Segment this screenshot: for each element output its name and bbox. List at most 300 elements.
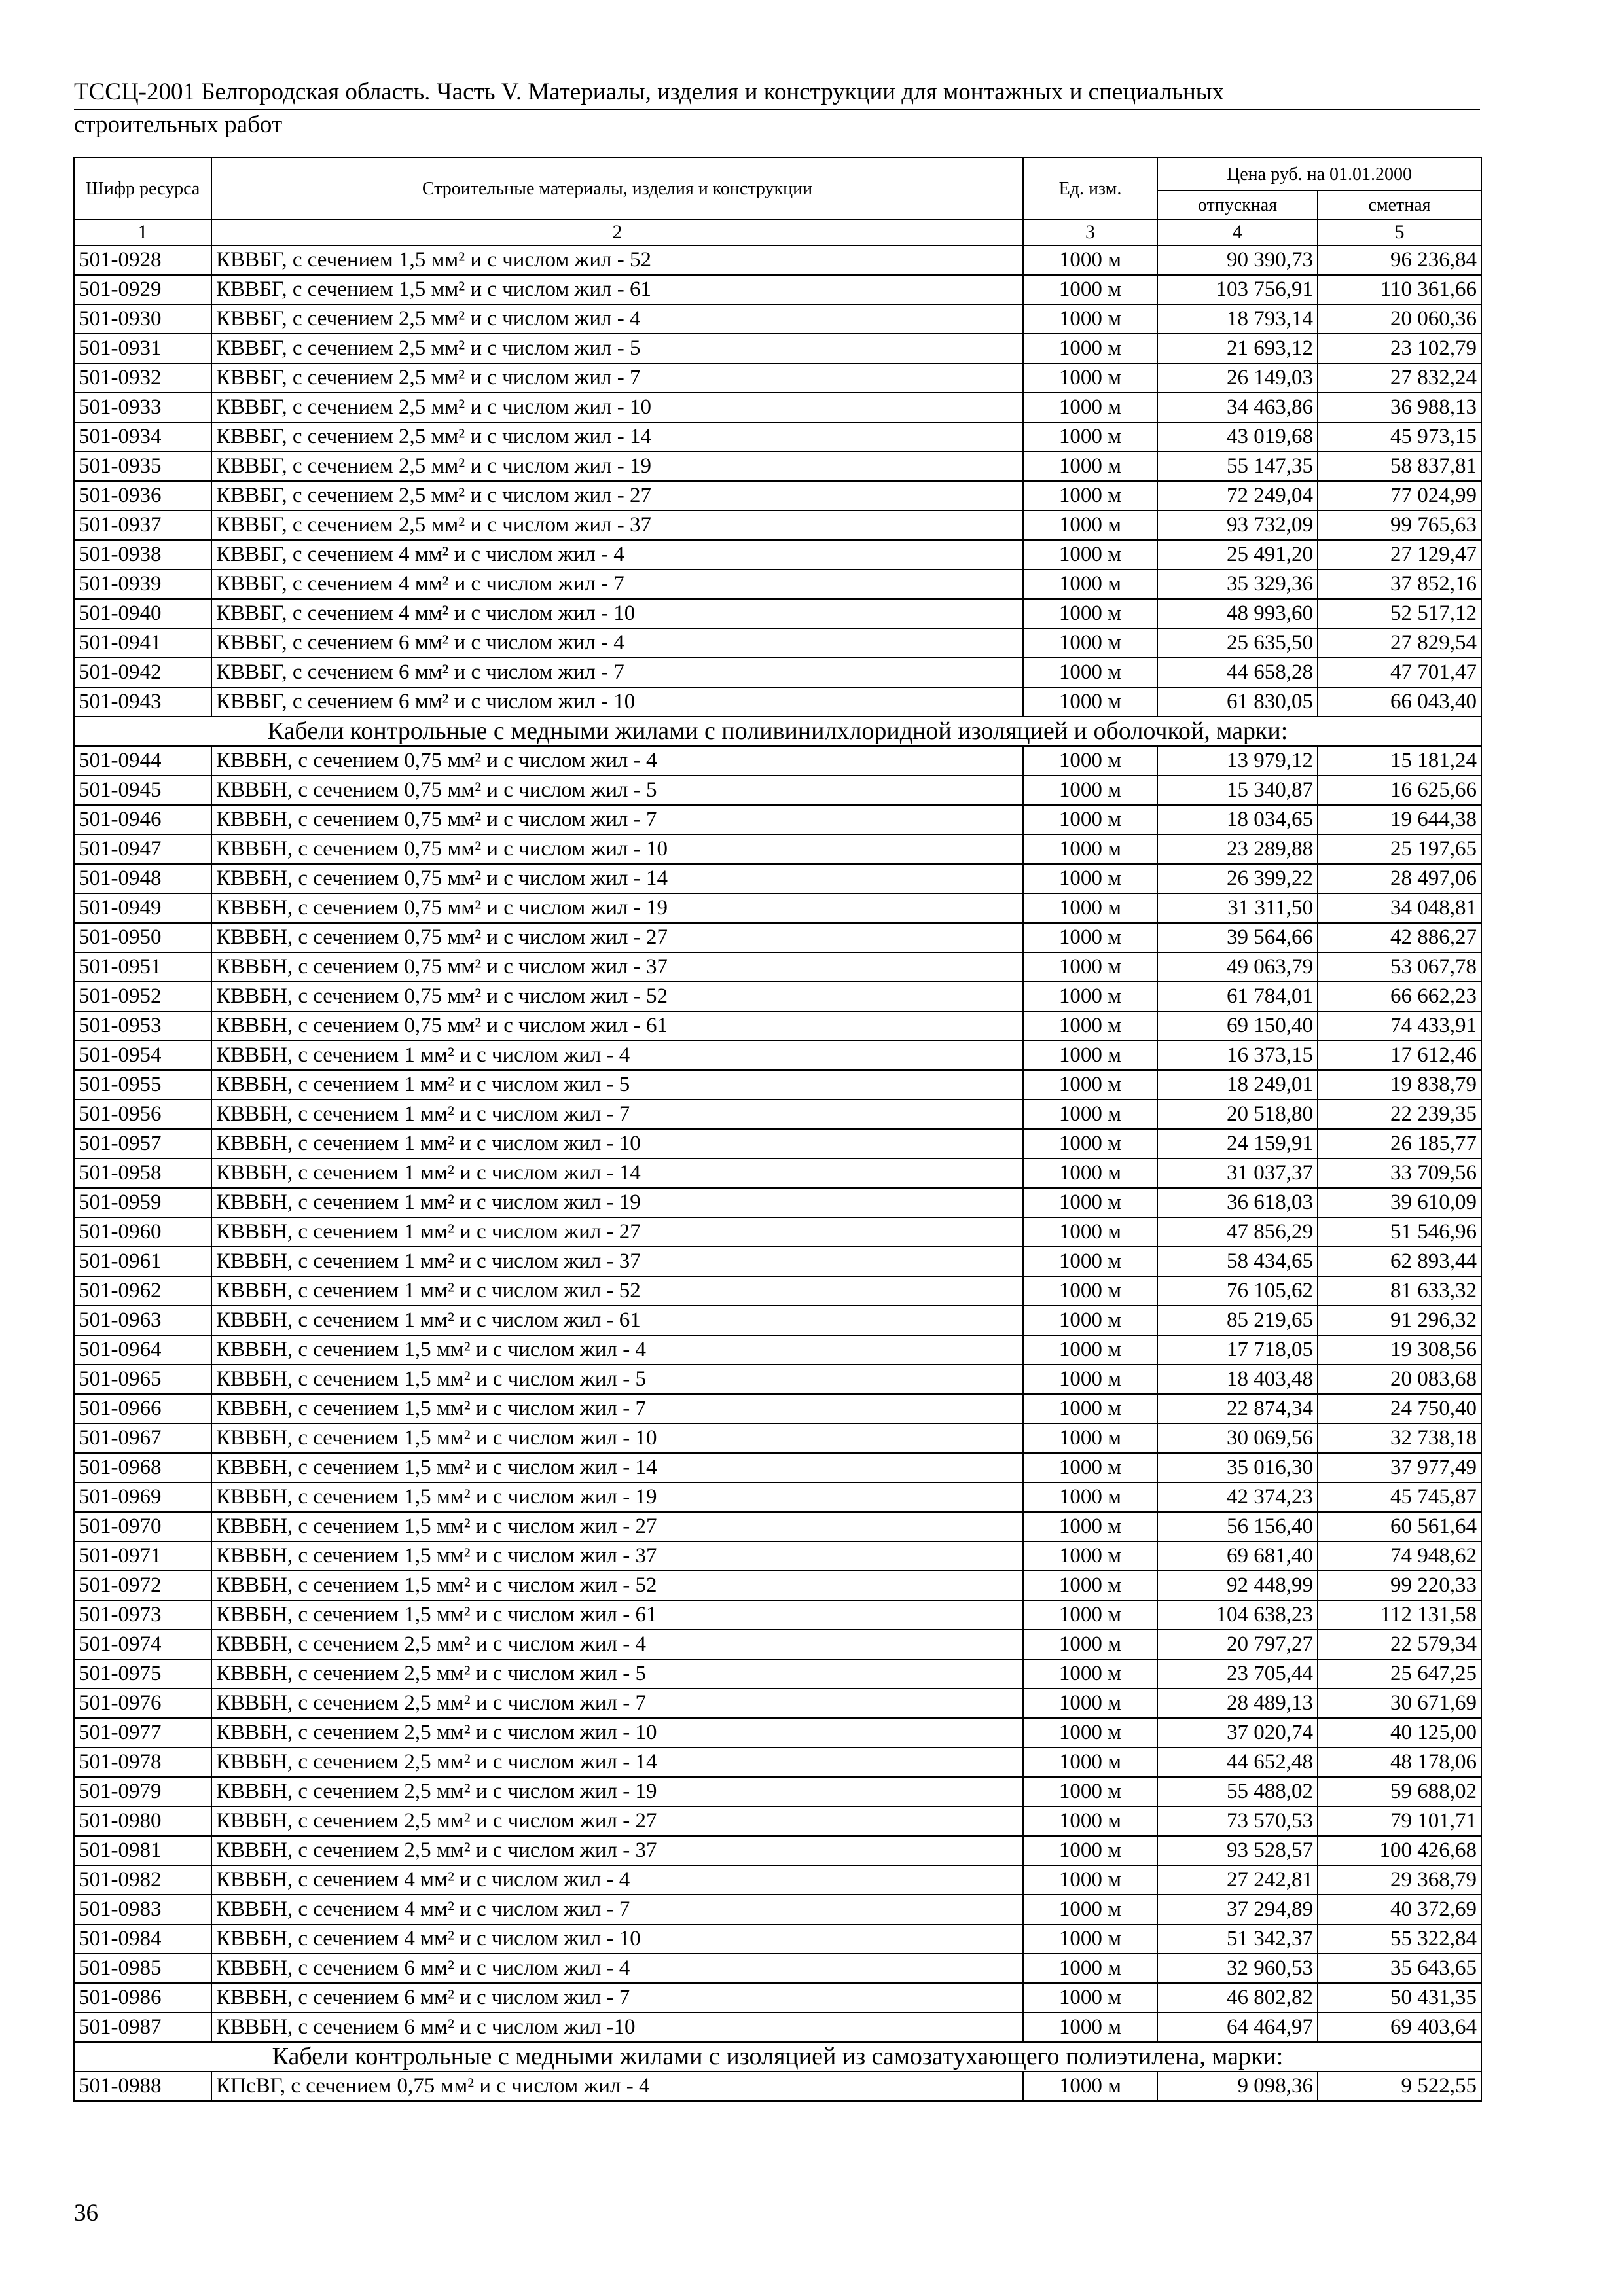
release-price: 61 784,01	[1157, 982, 1318, 1011]
column-number: 1	[74, 219, 211, 245]
table-row	[74, 569, 1481, 599]
estimate-price: 37 852,16	[1318, 569, 1481, 599]
estimate-price: 33 709,56	[1318, 1158, 1481, 1188]
unit-cell: 1000 м	[1023, 363, 1157, 393]
material-name: КВВБН, с сечением 1,5 мм² и с числом жил - 19	[211, 1482, 1023, 1512]
estimate-price: 66 043,40	[1318, 687, 1481, 717]
material-name: КВВБГ, с сечением 4 мм² и с числом жил - 4	[211, 540, 1023, 569]
material-name: КВВБН, с сечением 1,5 мм² и с числом жил - 4	[211, 1335, 1023, 1365]
release-price: 35 329,36	[1157, 569, 1318, 599]
material-name: КВВБН, с сечением 1 мм² и с числом жил - 27	[211, 1217, 1023, 1247]
material-name: КВВБГ, с сечением 1,5 мм² и с числом жил - 52	[211, 245, 1023, 275]
header-title-line2: строительных работ	[74, 111, 283, 138]
unit-cell: 1000 м	[1023, 658, 1157, 687]
resource-code: 501-0932	[74, 363, 211, 393]
material-name: КВВБН, с сечением 0,75 мм² и с числом жил - 27	[211, 923, 1023, 952]
unit-cell: 1000 м	[1023, 481, 1157, 511]
resource-code: 501-0953	[74, 1011, 211, 1041]
unit-cell: 1000 м	[1023, 628, 1157, 658]
unit-cell: 1000 м	[1023, 275, 1157, 304]
resource-code: 501-0974	[74, 1630, 211, 1659]
material-name: КВВБН, с сечением 0,75 мм² и с числом жил - 52	[211, 982, 1023, 1011]
material-name: КВВБН, с сечением 1,5 мм² и с числом жил - 61	[211, 1600, 1023, 1630]
resource-code: 501-0935	[74, 452, 211, 481]
estimate-price: 24 750,40	[1318, 1394, 1481, 1424]
estimate-price: 45 973,15	[1318, 422, 1481, 452]
table-row	[74, 599, 1481, 628]
release-price: 55 488,02	[1157, 1777, 1318, 1806]
estimate-price: 100 426,68	[1318, 1836, 1481, 1865]
estimate-price: 20 060,36	[1318, 304, 1481, 334]
estimate-price: 69 403,64	[1318, 2013, 1481, 2042]
estimate-price: 34 048,81	[1318, 893, 1481, 923]
table-row	[74, 952, 1481, 982]
estimate-price: 81 633,32	[1318, 1276, 1481, 1306]
resource-code: 501-0970	[74, 1512, 211, 1541]
table-row	[74, 1806, 1481, 1836]
resource-code: 501-0967	[74, 1424, 211, 1453]
release-price: 34 463,86	[1157, 393, 1318, 422]
release-price: 27 242,81	[1157, 1865, 1318, 1895]
unit-cell: 1000 м	[1023, 1100, 1157, 1129]
estimate-price: 53 067,78	[1318, 952, 1481, 982]
material-name: КВВБН, с сечением 2,5 мм² и с числом жил - 7	[211, 1689, 1023, 1718]
release-price: 42 374,23	[1157, 1482, 1318, 1512]
resource-code: 501-0930	[74, 304, 211, 334]
release-price: 35 016,30	[1157, 1453, 1318, 1482]
material-name: КВВБН, с сечением 1,5 мм² и с числом жил - 7	[211, 1394, 1023, 1424]
release-price: 22 874,34	[1157, 1394, 1318, 1424]
release-price: 85 219,65	[1157, 1306, 1318, 1335]
estimate-price: 58 837,81	[1318, 452, 1481, 481]
material-name: КВВБН, с сечением 6 мм² и с числом жил - 7	[211, 1983, 1023, 2013]
table-row	[74, 1836, 1481, 1865]
column-header-code: Шифр ресурса	[74, 158, 211, 219]
material-name: КВВБГ, с сечением 2,5 мм² и с числом жил - 37	[211, 511, 1023, 540]
column-header-unit: Ед. изм.	[1023, 158, 1157, 219]
unit-cell: 1000 м	[1023, 687, 1157, 717]
release-price: 31 311,50	[1157, 893, 1318, 923]
estimate-price: 39 610,09	[1318, 1188, 1481, 1217]
resource-code: 501-0985	[74, 1954, 211, 1983]
table-row	[74, 1453, 1481, 1482]
table-row	[74, 1129, 1481, 1158]
column-header-release-price: отпускная	[1157, 190, 1318, 219]
release-price: 31 037,37	[1157, 1158, 1318, 1188]
table-row	[74, 1188, 1481, 1217]
estimate-price: 28 497,06	[1318, 864, 1481, 893]
material-name: КВВБГ, с сечением 2,5 мм² и с числом жил - 4	[211, 304, 1023, 334]
estimate-price: 45 745,87	[1318, 1482, 1481, 1512]
estimate-price: 112 131,58	[1318, 1600, 1481, 1630]
unit-cell: 1000 м	[1023, 422, 1157, 452]
release-price: 30 069,56	[1157, 1424, 1318, 1453]
release-price: 18 793,14	[1157, 304, 1318, 334]
unit-cell: 1000 м	[1023, 511, 1157, 540]
resource-code: 501-0931	[74, 334, 211, 363]
resource-code: 501-0945	[74, 776, 211, 805]
release-price: 20 797,27	[1157, 1630, 1318, 1659]
resource-code: 501-0958	[74, 1158, 211, 1188]
unit-cell: 1000 м	[1023, 1158, 1157, 1188]
unit-cell: 1000 м	[1023, 1188, 1157, 1217]
unit-cell: 1000 м	[1023, 982, 1157, 1011]
unit-cell: 1000 м	[1023, 1306, 1157, 1335]
table-row	[74, 1718, 1481, 1748]
resource-code: 501-0988	[74, 2072, 211, 2101]
table-row	[74, 1541, 1481, 1571]
unit-cell: 1000 м	[1023, 746, 1157, 776]
unit-cell: 1000 м	[1023, 1453, 1157, 1482]
resource-code: 501-0961	[74, 1247, 211, 1276]
unit-cell: 1000 м	[1023, 1512, 1157, 1541]
estimate-price: 47 701,47	[1318, 658, 1481, 687]
resource-code: 501-0987	[74, 2013, 211, 2042]
resource-code: 501-0934	[74, 422, 211, 452]
unit-cell: 1000 м	[1023, 1865, 1157, 1895]
unit-cell: 1000 м	[1023, 1541, 1157, 1571]
material-name: КВВБН, с сечением 4 мм² и с числом жил - 7	[211, 1895, 1023, 1924]
material-name: КВВБГ, с сечением 6 мм² и с числом жил - 4	[211, 628, 1023, 658]
resource-code: 501-0937	[74, 511, 211, 540]
table-row	[74, 1100, 1481, 1129]
resource-code: 501-0984	[74, 1924, 211, 1954]
release-price: 23 289,88	[1157, 834, 1318, 864]
release-price: 32 960,53	[1157, 1954, 1318, 1983]
unit-cell: 1000 м	[1023, 1806, 1157, 1836]
material-name: КПсВГ, с сечением 0,75 мм² и с числом жил - 4	[211, 2072, 1023, 2101]
release-price: 23 705,44	[1157, 1659, 1318, 1689]
release-price: 48 993,60	[1157, 599, 1318, 628]
resource-code: 501-0928	[74, 245, 211, 275]
header-title-line1: ТССЦ-2001 Белгородская область. Часть V. Материалы, изделия и конструкции для монтажных и специальных	[74, 77, 1480, 110]
resource-code: 501-0942	[74, 658, 211, 687]
unit-cell: 1000 м	[1023, 864, 1157, 893]
resource-code: 501-0977	[74, 1718, 211, 1748]
material-name: КВВБН, с сечением 0,75 мм² и с числом жил - 4	[211, 746, 1023, 776]
unit-cell: 1000 м	[1023, 1011, 1157, 1041]
table-row	[74, 511, 1481, 540]
price-table	[73, 157, 1482, 2102]
table-body	[74, 245, 1481, 2101]
release-price: 44 652,48	[1157, 1748, 1318, 1777]
table-row	[74, 275, 1481, 304]
estimate-price: 62 893,44	[1318, 1247, 1481, 1276]
unit-cell: 1000 м	[1023, 1365, 1157, 1394]
table-row	[74, 1954, 1481, 1983]
release-price: 55 147,35	[1157, 452, 1318, 481]
table-row	[74, 1600, 1481, 1630]
table-row	[74, 2072, 1481, 2101]
table-row	[74, 1895, 1481, 1924]
page-header	[74, 77, 1480, 140]
resource-code: 501-0940	[74, 599, 211, 628]
unit-cell: 1000 м	[1023, 1129, 1157, 1158]
unit-cell: 1000 м	[1023, 1630, 1157, 1659]
material-name: КВВБГ, с сечением 4 мм² и с числом жил - 10	[211, 599, 1023, 628]
column-header-estimate-price: сметная	[1318, 190, 1481, 219]
estimate-price: 55 322,84	[1318, 1924, 1481, 1954]
material-name: КВВБН, с сечением 2,5 мм² и с числом жил - 27	[211, 1806, 1023, 1836]
unit-cell: 1000 м	[1023, 304, 1157, 334]
unit-cell: 1000 м	[1023, 1659, 1157, 1689]
release-price: 90 390,73	[1157, 245, 1318, 275]
unit-cell: 1000 м	[1023, 1070, 1157, 1100]
unit-cell: 1000 м	[1023, 334, 1157, 363]
material-name: КВВБН, с сечением 2,5 мм² и с числом жил - 10	[211, 1718, 1023, 1748]
resource-code: 501-0950	[74, 923, 211, 952]
table-row	[74, 1394, 1481, 1424]
resource-code: 501-0971	[74, 1541, 211, 1571]
resource-code: 501-0982	[74, 1865, 211, 1895]
material-name: КВВБН, с сечением 1,5 мм² и с числом жил - 10	[211, 1424, 1023, 1453]
release-price: 25 491,20	[1157, 540, 1318, 569]
column-number: 5	[1318, 219, 1481, 245]
material-name: КВВБН, с сечением 0,75 мм² и с числом жил - 37	[211, 952, 1023, 982]
estimate-price: 66 662,23	[1318, 982, 1481, 1011]
resource-code: 501-0947	[74, 834, 211, 864]
unit-cell: 1000 м	[1023, 1954, 1157, 1983]
release-price: 76 105,62	[1157, 1276, 1318, 1306]
resource-code: 501-0936	[74, 481, 211, 511]
estimate-price: 17 612,46	[1318, 1041, 1481, 1070]
material-name: КВВБН, с сечением 0,75 мм² и с числом жил - 5	[211, 776, 1023, 805]
unit-cell: 1000 м	[1023, 1482, 1157, 1512]
release-price: 61 830,05	[1157, 687, 1318, 717]
estimate-price: 29 368,79	[1318, 1865, 1481, 1895]
resource-code: 501-0981	[74, 1836, 211, 1865]
resource-code: 501-0972	[74, 1571, 211, 1600]
unit-cell: 1000 м	[1023, 2072, 1157, 2101]
release-price: 56 156,40	[1157, 1512, 1318, 1541]
table-row	[74, 1247, 1481, 1276]
material-name: КВВБН, с сечением 0,75 мм² и с числом жил - 19	[211, 893, 1023, 923]
resource-code: 501-0933	[74, 393, 211, 422]
resource-code: 501-0951	[74, 952, 211, 982]
release-price: 26 149,03	[1157, 363, 1318, 393]
material-name: КВВБГ, с сечением 2,5 мм² и с числом жил - 5	[211, 334, 1023, 363]
material-name: КВВБН, с сечением 1,5 мм² и с числом жил - 37	[211, 1541, 1023, 1571]
release-price: 93 732,09	[1157, 511, 1318, 540]
table-row	[74, 982, 1481, 1011]
estimate-price: 22 239,35	[1318, 1100, 1481, 1129]
estimate-price: 40 372,69	[1318, 1895, 1481, 1924]
release-price: 16 373,15	[1157, 1041, 1318, 1070]
release-price: 72 249,04	[1157, 481, 1318, 511]
estimate-price: 77 024,99	[1318, 481, 1481, 511]
resource-code: 501-0964	[74, 1335, 211, 1365]
section-heading-row	[74, 2042, 1481, 2072]
table-row	[74, 540, 1481, 569]
section-heading-row	[74, 717, 1481, 746]
estimate-price: 91 296,32	[1318, 1306, 1481, 1335]
table-row	[74, 2013, 1481, 2042]
unit-cell: 1000 м	[1023, 1895, 1157, 1924]
unit-cell: 1000 м	[1023, 2013, 1157, 2042]
release-price: 20 518,80	[1157, 1100, 1318, 1129]
resource-code: 501-0944	[74, 746, 211, 776]
resource-code: 501-0943	[74, 687, 211, 717]
material-name: КВВБН, с сечением 1 мм² и с числом жил - 5	[211, 1070, 1023, 1100]
unit-cell: 1000 м	[1023, 805, 1157, 834]
table-row	[74, 422, 1481, 452]
estimate-price: 99 765,63	[1318, 511, 1481, 540]
material-name: КВВБН, с сечением 1,5 мм² и с числом жил - 52	[211, 1571, 1023, 1600]
unit-cell: 1000 м	[1023, 1924, 1157, 1954]
table-row	[74, 363, 1481, 393]
estimate-price: 22 579,34	[1318, 1630, 1481, 1659]
resource-code: 501-0960	[74, 1217, 211, 1247]
table-row	[74, 1424, 1481, 1453]
table-row	[74, 1748, 1481, 1777]
estimate-price: 99 220,33	[1318, 1571, 1481, 1600]
table-row	[74, 834, 1481, 864]
release-price: 26 399,22	[1157, 864, 1318, 893]
release-price: 49 063,79	[1157, 952, 1318, 982]
material-name: КВВБГ, с сечением 2,5 мм² и с числом жил - 19	[211, 452, 1023, 481]
unit-cell: 1000 м	[1023, 1748, 1157, 1777]
unit-cell: 1000 м	[1023, 952, 1157, 982]
table-row	[74, 1482, 1481, 1512]
release-price: 69 681,40	[1157, 1541, 1318, 1571]
release-price: 18 403,48	[1157, 1365, 1318, 1394]
estimate-price: 27 832,24	[1318, 363, 1481, 393]
material-name: КВВБН, с сечением 6 мм² и с числом жил -10	[211, 2013, 1023, 2042]
estimate-price: 19 838,79	[1318, 1070, 1481, 1100]
material-name: КВВБН, с сечением 6 мм² и с числом жил - 4	[211, 1954, 1023, 1983]
table-row	[74, 1512, 1481, 1541]
material-name: КВВБН, с сечением 4 мм² и с числом жил - 10	[211, 1924, 1023, 1954]
estimate-price: 32 738,18	[1318, 1424, 1481, 1453]
estimate-price: 74 948,62	[1318, 1541, 1481, 1571]
unit-cell: 1000 м	[1023, 1041, 1157, 1070]
unit-cell: 1000 м	[1023, 1217, 1157, 1247]
release-price: 43 019,68	[1157, 422, 1318, 452]
release-price: 103 756,91	[1157, 275, 1318, 304]
material-name: КВВБН, с сечением 1 мм² и с числом жил - 4	[211, 1041, 1023, 1070]
resource-code: 501-0946	[74, 805, 211, 834]
material-name: КВВБН, с сечением 1,5 мм² и с числом жил - 27	[211, 1512, 1023, 1541]
resource-code: 501-0956	[74, 1100, 211, 1129]
release-price: 92 448,99	[1157, 1571, 1318, 1600]
resource-code: 501-0969	[74, 1482, 211, 1512]
estimate-price: 9 522,55	[1318, 2072, 1481, 2101]
estimate-price: 25 197,65	[1318, 834, 1481, 864]
table-row	[74, 481, 1481, 511]
column-number: 4	[1157, 219, 1318, 245]
unit-cell: 1000 м	[1023, 452, 1157, 481]
material-name: КВВБН, с сечением 4 мм² и с числом жил - 4	[211, 1865, 1023, 1895]
resource-code: 501-0965	[74, 1365, 211, 1394]
release-price: 15 340,87	[1157, 776, 1318, 805]
estimate-price: 35 643,65	[1318, 1954, 1481, 1983]
estimate-price: 50 431,35	[1318, 1983, 1481, 2013]
release-price: 69 150,40	[1157, 1011, 1318, 1041]
estimate-price: 79 101,71	[1318, 1806, 1481, 1836]
release-price: 104 638,23	[1157, 1600, 1318, 1630]
table-row	[74, 1158, 1481, 1188]
table-row	[74, 628, 1481, 658]
release-price: 47 856,29	[1157, 1217, 1318, 1247]
table-row	[74, 1041, 1481, 1070]
resource-code: 501-0959	[74, 1188, 211, 1217]
table-row	[74, 1276, 1481, 1306]
estimate-price: 42 886,27	[1318, 923, 1481, 952]
unit-cell: 1000 м	[1023, 1689, 1157, 1718]
resource-code: 501-0978	[74, 1748, 211, 1777]
estimate-price: 110 361,66	[1318, 275, 1481, 304]
material-name: КВВБГ, с сечением 6 мм² и с числом жил - 7	[211, 658, 1023, 687]
resource-code: 501-0939	[74, 569, 211, 599]
unit-cell: 1000 м	[1023, 776, 1157, 805]
release-price: 13 979,12	[1157, 746, 1318, 776]
release-price: 73 570,53	[1157, 1806, 1318, 1836]
release-price: 18 249,01	[1157, 1070, 1318, 1100]
estimate-price: 74 433,91	[1318, 1011, 1481, 1041]
release-price: 21 693,12	[1157, 334, 1318, 363]
column-number: 2	[211, 219, 1023, 245]
material-name: КВВБН, с сечением 2,5 мм² и с числом жил - 5	[211, 1659, 1023, 1689]
resource-code: 501-0952	[74, 982, 211, 1011]
unit-cell: 1000 м	[1023, 1247, 1157, 1276]
resource-code: 501-0979	[74, 1777, 211, 1806]
material-name: КВВБГ, с сечением 2,5 мм² и с числом жил - 27	[211, 481, 1023, 511]
table-row	[74, 304, 1481, 334]
release-price: 28 489,13	[1157, 1689, 1318, 1718]
unit-cell: 1000 м	[1023, 1836, 1157, 1865]
column-number-row	[74, 219, 1481, 245]
resource-code: 501-0949	[74, 893, 211, 923]
release-price: 18 034,65	[1157, 805, 1318, 834]
unit-cell: 1000 м	[1023, 1777, 1157, 1806]
estimate-price: 51 546,96	[1318, 1217, 1481, 1247]
column-number: 3	[1023, 219, 1157, 245]
resource-code: 501-0963	[74, 1306, 211, 1335]
table-row	[74, 1689, 1481, 1718]
material-name: КВВБН, с сечением 2,5 мм² и с числом жил - 4	[211, 1630, 1023, 1659]
table-row	[74, 776, 1481, 805]
unit-cell: 1000 м	[1023, 1276, 1157, 1306]
material-name: КВВБН, с сечением 2,5 мм² и с числом жил - 14	[211, 1748, 1023, 1777]
estimate-price: 16 625,66	[1318, 776, 1481, 805]
section-heading: Кабели контрольные с медными жилами с изоляцией из самозатухающего полиэтилена, марки:	[74, 2042, 1481, 2072]
material-name: КВВБН, с сечением 1 мм² и с числом жил - 7	[211, 1100, 1023, 1129]
resource-code: 501-0941	[74, 628, 211, 658]
column-header-price: Цена руб. на 01.01.2000	[1157, 158, 1481, 190]
estimate-price: 23 102,79	[1318, 334, 1481, 363]
column-header-name: Строительные материалы, изделия и конструкции	[211, 158, 1023, 219]
release-price: 37 020,74	[1157, 1718, 1318, 1748]
unit-cell: 1000 м	[1023, 1718, 1157, 1748]
material-name: КВВБН, с сечением 2,5 мм² и с числом жил - 37	[211, 1836, 1023, 1865]
material-name: КВВБГ, с сечением 2,5 мм² и с числом жил - 7	[211, 363, 1023, 393]
resource-code: 501-0968	[74, 1453, 211, 1482]
release-price: 37 294,89	[1157, 1895, 1318, 1924]
unit-cell: 1000 м	[1023, 893, 1157, 923]
material-name: КВВБН, с сечением 0,75 мм² и с числом жил - 14	[211, 864, 1023, 893]
unit-cell: 1000 м	[1023, 1571, 1157, 1600]
material-name: КВВБГ, с сечением 4 мм² и с числом жил - 7	[211, 569, 1023, 599]
table-row	[74, 658, 1481, 687]
unit-cell: 1000 м	[1023, 599, 1157, 628]
release-price: 24 159,91	[1157, 1129, 1318, 1158]
table-row	[74, 334, 1481, 363]
resource-code: 501-0973	[74, 1600, 211, 1630]
material-name: КВВБН, с сечением 1 мм² и с числом жил - 19	[211, 1188, 1023, 1217]
unit-cell: 1000 м	[1023, 1335, 1157, 1365]
release-price: 36 618,03	[1157, 1188, 1318, 1217]
table-row	[74, 1217, 1481, 1247]
